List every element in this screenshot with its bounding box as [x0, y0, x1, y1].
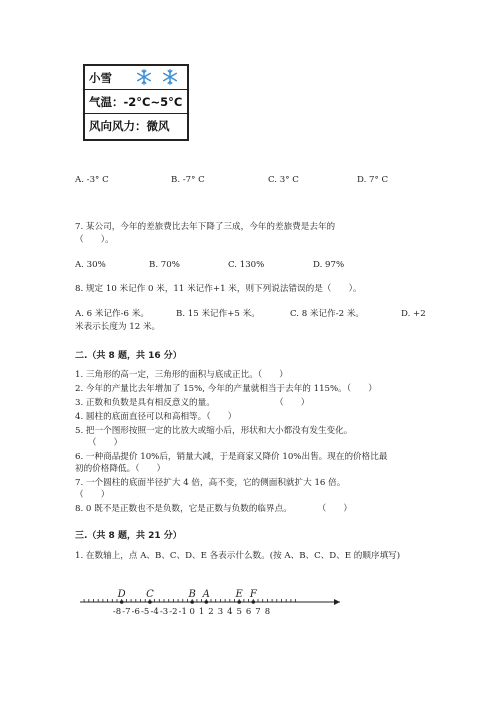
section2-item-4: 4. 圆柱的底面直径可以和高相等。（ ） — [75, 412, 237, 422]
number-line-tick-label: -8 — [112, 607, 122, 617]
section2-item-8: 8. 0 既不是正数也不是负数，它是正数与负数的临界点。 （ ） — [75, 504, 352, 514]
q8-stem: 8. 规定 10 米记作 0 米，11 米记作+1 米，则下列说法错误的是（ ）。 — [75, 284, 362, 294]
weather-condition-label: 小雪 — [89, 71, 112, 85]
number-line-tick-label: 3 — [217, 607, 224, 617]
q8-option-d: D. +2 — [401, 309, 426, 319]
number-line-tick-label: -3 — [159, 607, 169, 617]
section3-heading: 三.（共 8 题，共 21 分） — [75, 531, 182, 541]
number-line-point — [237, 600, 241, 604]
section2-item-5: 5. 把一个图形按照一定的比放大或缩小后，形状和大小都没有发生变化。 — [75, 426, 353, 436]
q7-stem: 7. 某公司，今年的差旅费比去年下降了三成，今年的差旅费是去年的 — [75, 222, 336, 232]
weather-wind-label: 风向风力：微风 — [89, 119, 170, 133]
number-line-tick-label: 5 — [236, 607, 242, 617]
section2-item-6: 6. 一种商品提价 10%后，销量大减，于是商家又降价 10%出售。现在的价格比最 — [75, 452, 388, 462]
number-line-tick-label: -5 — [141, 607, 150, 617]
q8-option-c: C. 8 米记作-2 米。 — [290, 309, 365, 319]
q6-option-a: A. -3° C — [75, 175, 109, 185]
section2-heading: 二.（共 8 题，共 16 分） — [75, 351, 182, 361]
number-line-point-label: B — [188, 589, 196, 600]
number-line-point — [148, 600, 152, 604]
number-line-tick-label: -1 — [178, 607, 187, 617]
q6-option-b: B. -7° C — [171, 175, 205, 185]
number-line — [78, 583, 348, 623]
number-line-point — [120, 600, 124, 604]
number-line-point-label: C — [146, 589, 154, 600]
number-line-point-label: D — [117, 589, 126, 600]
snowflake-icon — [135, 68, 153, 86]
number-line-tick-label: -2 — [169, 607, 178, 617]
weather-row-condition — [85, 66, 187, 90]
number-line-arrow — [334, 599, 340, 605]
number-line-tick-label: 2 — [208, 607, 214, 617]
q7-blank: （ ）。 — [75, 235, 114, 245]
q6-option-c: C. 3° C — [268, 175, 299, 185]
number-line-tick-label: -4 — [150, 607, 159, 617]
number-line-point — [205, 600, 209, 604]
number-line-tick-label: 8 — [264, 607, 271, 617]
section2-item-2: 2. 今年的产量比去年增加了 15%, 今年的产量就相当于去年的 115%。（ ） — [75, 384, 377, 394]
section2-item-1: 1. 三角形的高一定，三角形的面积与底成正比。（ ） — [75, 370, 288, 380]
section2-item-3: 3. 正数和负数是具有相反意义的量。 （ ） — [75, 398, 310, 408]
number-line-point-label: A — [202, 589, 210, 600]
q8-option-a: A. 6 米记作-6 米。 — [75, 309, 149, 319]
q8-continuation: 米表示长度为 12 米。 — [75, 322, 161, 332]
section2-item-7: 7. 一个圆柱的底面半径扩大 4 倍，高不变，它的侧面积就扩大 16 倍。 — [75, 478, 346, 488]
number-line-tick-label: 0 — [189, 607, 195, 617]
section2-item-7-blank: （ ） — [75, 490, 110, 500]
number-line-point — [190, 600, 194, 604]
number-line-tick-label: 6 — [245, 607, 252, 617]
number-line-tick-label: 4 — [227, 607, 233, 617]
number-line-tick-label: 7 — [255, 607, 261, 617]
snowflake-icon — [161, 68, 179, 86]
section2-item-5-blank: （ ） — [75, 438, 123, 448]
weather-row-temperature — [85, 90, 187, 114]
section2-item-6-cont: 初的价格降低。（ ） — [75, 464, 166, 474]
number-line-tick-label: 1 — [198, 607, 205, 617]
number-line-tick-label: -6 — [131, 607, 140, 617]
q7-option-b: B. 70% — [149, 260, 180, 270]
q7-option-a: A. 30% — [75, 260, 106, 270]
q6-option-d: D. 7° C — [357, 175, 389, 185]
q8-option-b: B. 15 米记作+5 米。 — [176, 309, 260, 319]
weather-temperature-label: 气温：-2°C~5°C — [89, 95, 183, 109]
weather-row-wind — [85, 114, 187, 141]
q7-option-c: C. 130% — [228, 260, 265, 270]
q7-option-d: D. 97% — [313, 260, 345, 270]
weather-card — [83, 64, 189, 141]
number-line-point-label: E — [235, 589, 243, 600]
number-line-tick-label: -7 — [122, 607, 131, 617]
number-line-point — [252, 600, 256, 604]
number-line-point-label: F — [249, 589, 257, 600]
section3-q1: 1. 在数轴上，点 A、B、C、D、E 各表示什么数。(按 A、B、C、D、E 的顺序填写) — [75, 551, 401, 561]
